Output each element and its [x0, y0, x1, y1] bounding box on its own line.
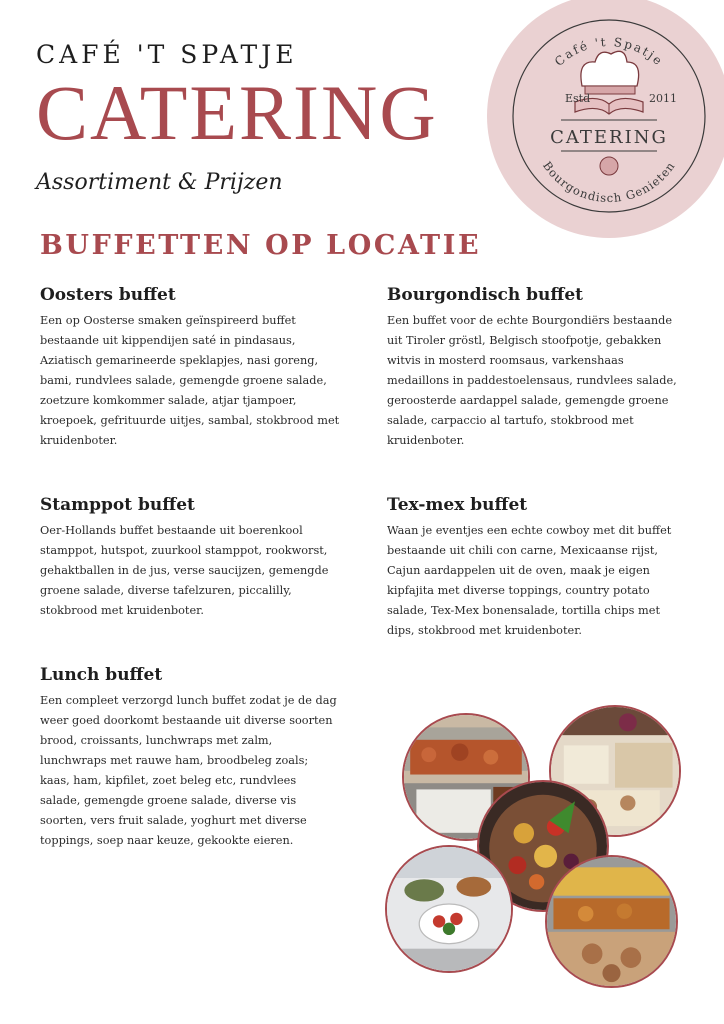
- buffet-title: Oosters buffet: [40, 285, 176, 305]
- food-photo-buffet-table: [385, 845, 513, 973]
- logo-badge: [487, 0, 724, 238]
- buffet-oosters: [40, 285, 340, 451]
- buffet-bourgondisch: [387, 285, 687, 451]
- buffet-description: Waan je eventjes een echte cowboy met dit buffet bestaande uit chili con carne, Mexicaanse rijst, Cajun aardappelen uit de oven, maak je eigen kipfajita met diverse toppings, country potato salade, Tex-Mex bonensalade, tortilla chips met dips, stokbrood met kruidenboter.: [387, 524, 672, 637]
- buffet-description: Een compleet verzorgd lunch buffet zodat je de dag weer goed doorkomt bestaande uit diverse soorten brood, croissants, lunchwraps met zalm, lunchwraps met rauwe ham, broodbeleg zoals; kaas, ham, kipfilet, zoet beleg etc, rundvlees salade, gemengde groene salade, diverse vis soorten, vers fruit salade, yoghurt met diverse toppings, soep naar keuze, gekookte eieren.: [40, 694, 337, 847]
- logo-bottom-text: Bourgondisch Genieten: [540, 158, 678, 206]
- buffet-title: Stamppot buffet: [40, 495, 195, 515]
- logo-emblem-icon: [600, 157, 618, 175]
- page-title: CATERING: [36, 69, 438, 156]
- buffet-stamppot: [40, 495, 340, 621]
- buffet-description: Een buffet voor de echte Bourgondiërs bestaande uit Tiroler gröstl, Belgisch stoofpotje, gebakken witvis in mosterd roomsaus, varkenshaas medaillons in paddestoelensaus, rundvlees salade, geroosterde aardappel salade, gemengde groene salade, carpaccio al tartufo, stokbrood met kruidenboter.: [387, 314, 677, 447]
- section-heading: BUFFETTEN OP LOCATIE: [40, 230, 482, 261]
- buffet-texmex: [387, 495, 687, 641]
- logo-emblem: [487, 0, 724, 238]
- food-photo-chafing-dishes: [545, 855, 678, 988]
- logo-year: 2011: [649, 92, 677, 105]
- logo-name: CATERING: [550, 127, 668, 148]
- brand-name: CAFÉ 'T SPATJE: [36, 40, 298, 69]
- buffet-title: Tex-mex buffet: [387, 495, 528, 515]
- page-subtitle: Assortiment & Prijzen: [36, 170, 283, 195]
- logo-estd: Estd: [565, 92, 591, 105]
- logo-top-text: Café 't Spatje: [551, 34, 667, 69]
- buffet-description: Oer-Hollands buffet bestaande uit boerenkool stamppot, hutspot, zuurkool stamppot, rookworst, gehaktballen in de jus, verse saucijzen, gemengde groene salade, diverse tafelzuren, piccalilly, stokbrood met kruidenboter.: [40, 524, 329, 617]
- buffet-title: Bourgondisch buffet: [387, 285, 584, 305]
- buffet-lunch: [40, 665, 340, 851]
- buffet-description: Een op Oosterse smaken geïnspireerd buffet bestaande uit kippendijen saté in pindasaus, Aziatisch gemarineerde speklapjes, nasi goreng, bami, rundvlees salade, gemengde groene salade, zoetzure komkommer salade, atjar tjampoer, kroepoek, gefrituurde uitjes, sambal, stokbrood met kruidenboter.: [40, 314, 340, 447]
- buffet-title: Lunch buffet: [40, 665, 163, 685]
